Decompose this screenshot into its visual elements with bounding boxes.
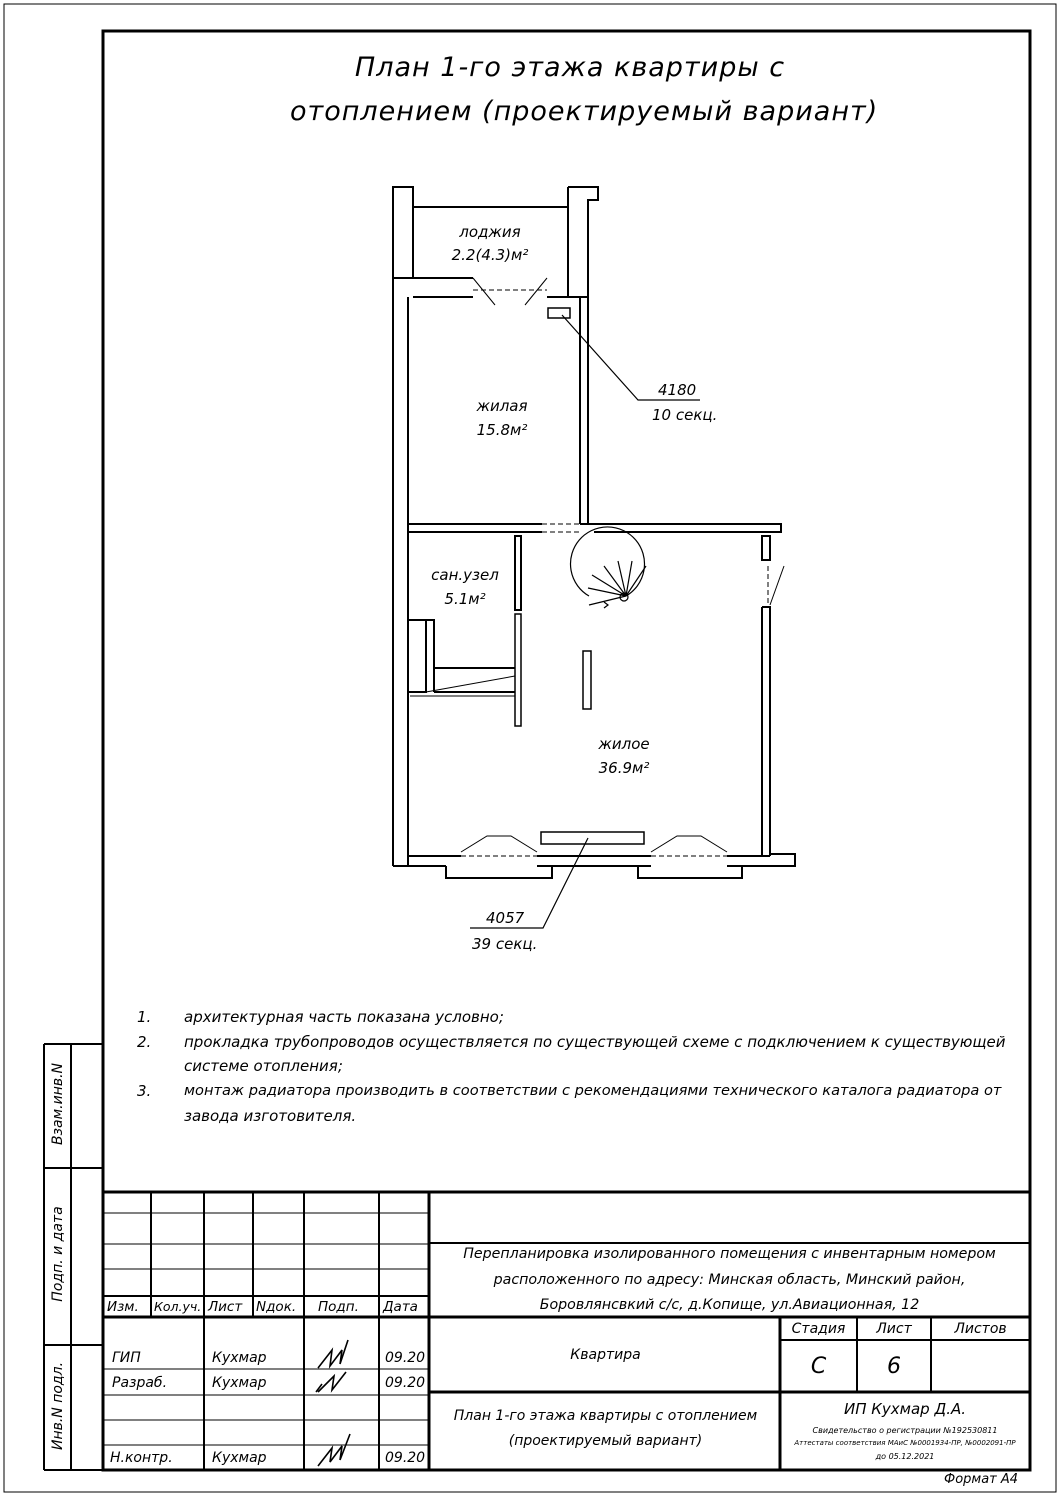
spiral-stair (571, 527, 647, 608)
stamp-row-1-name: Кухмар (212, 1350, 267, 1366)
stamp-row-2-name: Кухмар (212, 1375, 267, 1391)
stamp-header-izm: Изм. (107, 1299, 139, 1315)
stamp-row-2-role: Разраб. (112, 1375, 168, 1391)
note-3-line2: завода изготовителя. (184, 1107, 357, 1125)
stamp-sheets-label: Листов (954, 1321, 1007, 1337)
stamp-project-line3: Боровлянсвкий с/с, д.Копище, ул.Авиационная, 12 (539, 1297, 920, 1313)
stamp-cert-3: до 05.12.2021 (875, 1452, 935, 1461)
side-label-podp: Подп. и дата (50, 1206, 66, 1302)
stamp-project-line1: Перепланировка изолированного помещения с инвентарным номером (463, 1246, 996, 1262)
stamp-drawing-line1: План 1-го этажа квартиры с отоплением (453, 1408, 758, 1424)
radiator-1-sections: 10 секц. (652, 406, 718, 424)
stamp-stage: С (810, 1354, 827, 1379)
room-bathroom-area: 5.1м² (444, 590, 486, 608)
radiator-2-model: 4057 (486, 909, 525, 927)
stamp-drawing-line2: (проектируемый вариант) (508, 1433, 703, 1449)
stamp-header-data: Дата (383, 1299, 418, 1315)
drawing-title-line1: План 1-го этажа квартиры с (354, 52, 786, 83)
stamp-company: ИП Кухмар Д.А. (844, 1400, 966, 1418)
stamp-row-2-date: 09.20 (385, 1375, 426, 1391)
note-3-line1: монтаж радиатора производить в соответствии с рекомендациями технического каталога радиатора от (184, 1082, 1002, 1099)
stamp-row-3-role: Н.контр. (110, 1450, 173, 1466)
note-1-num: 1. (137, 1008, 152, 1026)
note-2-line2: системе отопления; (184, 1057, 343, 1075)
stamp-project-line2: расположенного по адресу: Минская область, Минский район, (493, 1272, 966, 1288)
stamp-row-1-role: ГИП (112, 1350, 141, 1366)
drawing-title-line2: отоплением (проектируемый вариант) (290, 96, 879, 127)
radiator-1-model: 4180 (658, 381, 697, 399)
room-living1-name: жилая (476, 397, 528, 415)
room-living1-area: 15.8м² (476, 421, 528, 439)
side-label-vzam: Взам.инв.N (50, 1062, 66, 1146)
radiator-2 (541, 832, 644, 844)
side-label-inv: Инв.N подл. (50, 1361, 66, 1451)
room-loggia-name: лоджия (459, 223, 521, 241)
stamp-cert-2: Аттестаты соответствия МАиС №0001934-ПР, №0002091-ПР (794, 1439, 1016, 1447)
radiator-2-sections: 39 секц. (472, 935, 538, 953)
room-loggia-area: 2.2(4.3)м² (451, 246, 529, 264)
signatures (316, 1340, 350, 1466)
room-living2-name: жилое (598, 735, 650, 753)
note-2-line1: прокладка трубопроводов осуществляется по существующей схеме с подключением к существующей (184, 1033, 1006, 1051)
stamp-cert-1: Свидетельство о регистрации №192530811 (812, 1426, 998, 1435)
stamp-object: Квартира (570, 1347, 641, 1363)
note-1-line1: архитектурная часть показана условно; (184, 1008, 504, 1026)
stamp-stage-label: Стадия (791, 1321, 846, 1337)
stamp-row-1-date: 09.20 (385, 1350, 426, 1366)
stamp-header-list: Лист (208, 1299, 243, 1315)
stamp-header-ndok: Nдок. (256, 1299, 297, 1315)
stamp-row-3-date: 09.20 (385, 1450, 426, 1466)
room-bathroom-name: сан.узел (431, 566, 499, 584)
note-3-num: 3. (137, 1082, 152, 1100)
stamp-header-koluch: Кол.уч. (154, 1299, 202, 1314)
radiator-1 (548, 308, 570, 318)
room-living2-area: 36.9м² (598, 759, 650, 777)
stamp-sheet: 6 (887, 1354, 901, 1379)
note-2-num: 2. (137, 1033, 152, 1051)
stamp-sheet-label: Лист (876, 1321, 912, 1337)
stamp-header-podp: Подп. (318, 1299, 359, 1315)
stamp-row-3-name: Кухмар (212, 1450, 267, 1466)
format-label: Формат А4 (944, 1472, 1019, 1487)
